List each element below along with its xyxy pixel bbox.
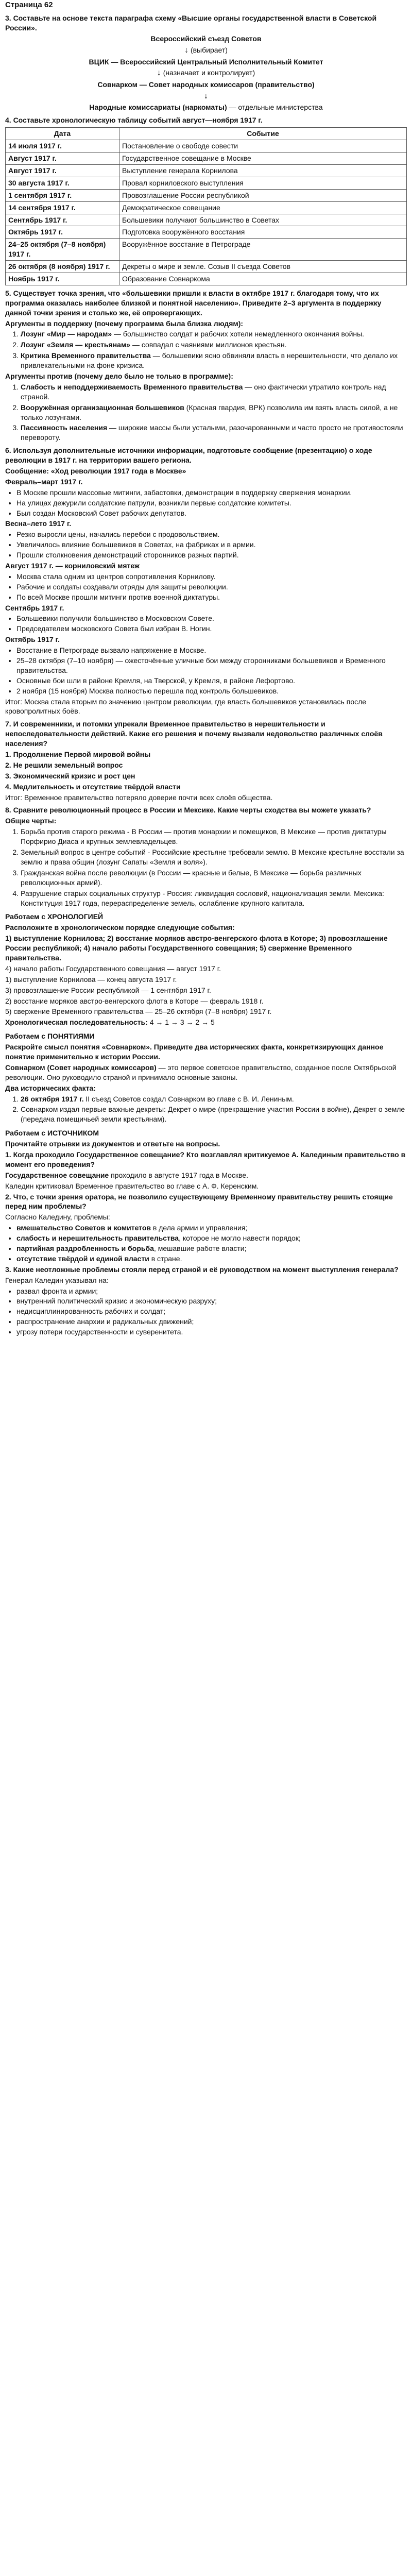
table-row [6, 140, 407, 152]
timeline-event: Государственное совещание в Москве [119, 152, 407, 165]
scheme-vcik: ВЦИК — Всероссийский Центральный Исполнительный Комитет [89, 57, 323, 66]
concepts-title: Работаем с ПОНЯТИЯМИ [5, 1032, 95, 1041]
list-item [21, 1094, 407, 1104]
list-item [21, 1105, 407, 1124]
list-item: • Восстание в Петрограде вызвало напряжение в Москве. [16, 646, 407, 655]
source-a1b: Каледин критиковал Временное правительство во главе с А. Ф. Керенским. [5, 1181, 259, 1190]
table-row [6, 261, 407, 273]
concepts-definition-lead: Совнарком (Совет народных комиссаров) [5, 1063, 157, 1072]
arrow-down-icon: ↓ [204, 91, 208, 100]
timeline-date: Август 1917 г. [6, 152, 119, 165]
table-row [6, 214, 407, 226]
concepts-facts-list [5, 1094, 407, 1125]
problem-lead: слабость и нерешительность правительства [16, 1234, 179, 1243]
argument-text: — совпадал с чаяниями миллионов крестьян. [130, 341, 287, 349]
source-a3-list [5, 1286, 407, 1337]
scheme-narkomats [5, 103, 407, 112]
list-item: • угрозу потери государственности и суверенитета. [16, 1327, 407, 1337]
argument-text: — большевики ясно обвиняли власть в нерешительности, что делало их привлекательными на фоне кризиса. [21, 351, 398, 370]
chronology-title: Работаем с ХРОНОЛОГИЕЙ [5, 912, 104, 921]
argument-text: — оно фактически утратило контроль над страной. [21, 382, 386, 401]
argument-lead: Лозунг «Земля — крестьянам» [21, 341, 131, 349]
timeline-date: 1 сентября 1917 г. [6, 189, 119, 201]
list-item: • развал фронта и армии; [16, 1286, 407, 1296]
task5-question: 5. Существует точка зрения, что «большевики пришли к власти в октябре 1917 г. благодаря тому, что их программа оказалась наиболее близкой и понятной населению». Приведите 2–3 аргумента в поддержку данной точки зрения и столько же, её опровергающих. [5, 289, 382, 317]
task6-message-label: Сообщение: «Ход революции 1917 года в Москве» [5, 466, 186, 475]
list-item: • Основные бои шли в районе Кремля, на Тверской, у Кремля, в районе Лефортово. [16, 676, 407, 686]
timeline-date: Сентябрь 1917 г. [6, 214, 119, 226]
task6-section-title: Весна–лето 1917 г. [5, 519, 72, 528]
list-item: • Прошли столкновения демонстраций сторонников разных партий. [16, 550, 407, 560]
argument-lead: Пассивность населения [21, 423, 108, 432]
problem-text: , мешавшие работе власти; [153, 1244, 247, 1252]
timeline-event: Выступление генерала Корнилова [119, 164, 407, 177]
task5-contra-list [5, 382, 407, 443]
task6-section-list [5, 530, 407, 560]
timeline-event: Провозглашение России республикой [119, 189, 407, 201]
table-row [6, 201, 407, 214]
problem-lead: партийная раздробленность и борьба [16, 1244, 154, 1252]
chronology-ordered-item: 5) свержение Временного правительства — 25–26 октября (7–8 ноября) 1917 г. [5, 1007, 272, 1016]
fact-text: Декрет о мире (прекращение участия России в войне), Декрет о земле (передача помещичьей земли крестьянам). [21, 1105, 405, 1124]
problem-text: в стране. [149, 1254, 182, 1263]
task8-common-heading: Общие черты: [5, 817, 57, 825]
argument-text: (Красная гвардия, ВРК) позволила им взять власть силой, а не только лозунгами. [21, 403, 398, 421]
list-item [21, 382, 407, 402]
timeline-event: Провал корниловского выступления [119, 177, 407, 189]
chronology-ordered-item: 4) начало работы Государственного совещания — август 1917 г. [5, 964, 221, 973]
list-item: 3. Гражданская война после революции (в России — красные и белые, В Мексике — борьба различных революционных армий). [21, 868, 407, 888]
task6-result: Итог: Москва стала вторым по значению центром революции, где власть большевиков установилась после кровопролитных боёв. [5, 697, 367, 716]
source-a2-list [5, 1223, 407, 1264]
scheme-narkomats-note: — отдельные министерства [227, 103, 323, 112]
table-row [6, 164, 407, 177]
timeline-header-event: Событие [119, 128, 407, 140]
list-item: • Москва стала одним из центров сопротивления Корнилову. [16, 572, 407, 582]
task6-section-title: Сентябрь 1917 г. [5, 603, 64, 612]
table-row [6, 273, 407, 285]
task5-contra-heading: Аргументы против (почему дело было не только в программе): [5, 371, 233, 380]
power-scheme [5, 34, 407, 112]
problem-lead: вмешательство Советов и комитетов [16, 1224, 151, 1232]
list-item: 1. Борьба против старого режима - В России — против монархии и помещиков, В Мексике — против диктатуры Порфирио Диаса и крупных землевладельцев. [21, 827, 407, 846]
scheme-arrow-1 [5, 45, 407, 56]
scheme-narkomats-label: Народные комиссариаты (наркоматы) [89, 103, 227, 112]
timeline-date: 14 июля 1917 г. [6, 140, 119, 152]
concepts-task: Раскройте смысл понятия «Совнарком». Приведите два исторических факта, конкретизирующих данное понятие применительно к истории России. [5, 1043, 384, 1061]
task3-question: 3. Составьте на основе текста параграфа схему «Высшие органы государственной власти в Советской России». [5, 14, 377, 32]
concepts-definition-text: — это первое советское правительство, созданное после Октябрьской революции. Оно руководило страной и принимало основные законы. [5, 1063, 397, 1081]
fact-lead: 26 октября 1917 г. [21, 1094, 84, 1103]
concepts-facts-heading: Два исторических факта: [5, 1083, 96, 1092]
task6-section-title: Февраль–март 1917 г. [5, 477, 83, 486]
scheme-arrow-2 [5, 67, 407, 79]
arrow-down-icon: ↓ [184, 45, 189, 55]
timeline-date: 24–25 октября (7–8 ноября) 1917 г. [6, 239, 119, 261]
problem-lead: отсутствие твёрдой и единой власти [16, 1254, 149, 1263]
list-item: • Рабочие и солдаты создавали отряды для защиты революции. [16, 582, 407, 592]
list-item [16, 1254, 407, 1264]
list-item: • 2 ноября (15 ноября) Москва полностью перешла под контроль большевиков. [16, 686, 407, 696]
source-q1: 1. Когда проходило Государственное совещание? Кто возглавлял критикуемое А. Калединым правительство в момент его проведения? [5, 1150, 406, 1168]
source-a1 [5, 1171, 407, 1180]
list-item: • недисциплинированность рабочих и солдат; [16, 1307, 407, 1316]
timeline-date: 30 августа 1917 г. [6, 177, 119, 189]
chronology-list-text: 1) выступление Корнилова; 2) восстание моряков австро-венгерского флота в Которе; 3) провозглашение России республикой; 4) начало работы Государственного совещания; 5) свержение Временного правительства. [5, 934, 388, 962]
task8-list [5, 827, 407, 908]
list-item: 4. Разрушение старых социальных структур - Россия: ликвидация сословий, национализация земли. Мексика: Конституция 1917 года, перераспределение земель, ослабление крупного капитала. [21, 889, 407, 908]
task7-item: 3. Экономический кризис и рост цен [5, 771, 135, 780]
scheme-sovnarkom: Совнарком — Совет народных комиссаров (правительство) [97, 80, 315, 89]
timeline-event: Демократическое совещание [119, 201, 407, 214]
timeline-event: Вооружённое восстание в Петрограде [119, 239, 407, 261]
table-row [6, 239, 407, 261]
task8-question: 8. Сравните революционный процесс в России и Мексике. Какие черты сходства вы можете указать? [5, 806, 371, 815]
task6-section-title: Октябрь 1917 г. [5, 635, 60, 644]
list-item [21, 340, 407, 350]
task6-section-title: Август 1917 г. — корниловский мятеж [5, 562, 140, 570]
task7-item: 2. Не решили земельный вопрос [5, 760, 123, 769]
timeline-event: Большевики получают большинство в Советах [119, 214, 407, 226]
task7-question: 7. И современники, и потомки упрекали Временное правительство в нерешительности и непоследовательности действий. Какие его решения и почему вызвали недовольство различных слоёв населения? [5, 720, 383, 748]
list-item: • На улицах дежурили солдатские патрули, возникли первые солдатские комитеты. [16, 498, 407, 508]
task6-section-list [5, 572, 407, 602]
timeline-event: Постановление о свободе совести [119, 140, 407, 152]
list-item: • По всей Москве прошли митинги против военной диктатуры. [16, 592, 407, 602]
task6-section-list [5, 488, 407, 518]
source-q2: 2. Что, с точки зрения оратора, не позволило существующему Временному правительству решить стоящие перед ним проблемы? [5, 1192, 393, 1211]
timeline-header-row [6, 128, 407, 140]
chronology-task: Расположите в хронологическом порядке следующие события: [5, 923, 235, 932]
chronology-ordered-item: 1) выступление Корнилова — конец августа 1917 г. [5, 975, 177, 984]
argument-lead: Вооружённая организационная большевиков [21, 403, 184, 412]
list-item [21, 423, 407, 443]
task6-question: 6. Используя дополнительные источники информации, подготовьте сообщение (презентацию) о ходе революции в 1917 г. на территории вашего региона. [5, 446, 372, 465]
list-item [16, 1223, 407, 1233]
task7-item: 1. Продолжение Первой мировой войны [5, 750, 151, 759]
timeline-event: Образование Совнаркома [119, 273, 407, 285]
list-item: • Увеличилось влияние большевиков в Советах, на фабриках и в армии. [16, 540, 407, 550]
table-row [6, 152, 407, 165]
argument-lead: Лозунг «Мир — народам» [21, 330, 112, 338]
table-row [6, 226, 407, 239]
list-item: • В Москве прошли массовые митинги, забастовки, демонстрации в поддержку свержения монархии. [16, 488, 407, 498]
argument-lead: Слабость и неподдерживаемость Временного правительства [21, 382, 243, 391]
list-item: • Председателем московского Совета был избран В. Ногин. [16, 624, 407, 634]
chronology-sequence-label: Хронологическая последовательность: [5, 1018, 148, 1027]
chronology-sequence [5, 1018, 407, 1027]
timeline-event: Подготовка вооружённого восстания [119, 226, 407, 239]
task5-pro-heading: Аргументы в поддержку (почему программа была близка людям): [5, 319, 244, 328]
argument-text: — широкие массы были усталыми, разочарованными и часто просто не противостояли перевороту. [21, 423, 403, 442]
timeline-date: 14 сентября 1917 г. [6, 201, 119, 214]
timeline-date: Ноябрь 1917 г. [6, 273, 119, 285]
concepts-definition [5, 1063, 407, 1082]
list-item [16, 1233, 407, 1243]
list-item: • 25–28 октября (7–10 ноября) — ожесточённые уличные бои между сторонниками большевиков и Временного правительства. [16, 656, 407, 675]
task6-section-list [5, 614, 407, 634]
problem-text: в дела армии и управления; [151, 1224, 248, 1232]
argument-text: — большинство солдат и рабочих хотели немедленного окончания войны. [112, 330, 365, 338]
timeline-event: Декреты о мире и земле. Созыв II съезда Советов [119, 261, 407, 273]
task7-item: 4. Медлительность и отсутствие твёрдой власти [5, 782, 181, 791]
task5-pro-list [5, 329, 407, 370]
list-item: • Большевики получили большинство в Московском Совете. [16, 614, 407, 623]
list-item: • распространение анархии и радикальных движений; [16, 1317, 407, 1327]
page-label: Страница 62 [5, 1, 53, 9]
task7-result: Итог: Временное правительство потеряло доверие почти всех слоёв общества. [5, 793, 273, 802]
timeline-date: 26 октября (8 ноября) 1917 г. [6, 261, 119, 273]
list-item [16, 1244, 407, 1253]
scheme-arrow-1-note: (выбирает) [190, 45, 228, 54]
chronology-ordered-item: 3) провозглашение России республикой — 1 сентября 1917 г. [5, 986, 211, 994]
task6-section-list [5, 646, 407, 696]
timeline-date: Октябрь 1917 г. [6, 226, 119, 239]
scheme-arrow-3 [5, 91, 407, 102]
list-item: • Был создан Московский Совет рабочих депутатов. [16, 509, 407, 518]
fact-lead: Совнарком издал первые важные декреты: [21, 1105, 166, 1114]
source-q3: 3. Какие неотложные проблемы стояли перед страной и её руководством на момент выступления генерала? [5, 1265, 399, 1274]
arrow-down-icon: ↓ [157, 69, 161, 78]
table-row [6, 189, 407, 201]
scheme-arrow-2-note: (назначает и контролирует) [163, 69, 255, 77]
list-item: • Резко выросли цены, начались перебои с продовольствием. [16, 530, 407, 539]
chronology-ordered-item: 2) восстание моряков австро-венгерского флота в Которе — февраль 1918 г. [5, 996, 264, 1005]
scheme-congress: Всероссийский съезд Советов [150, 35, 262, 43]
list-item: • внутренний политический кризис и экономическую разруху; [16, 1296, 407, 1306]
argument-lead: Критика Временного правительства [21, 351, 151, 360]
fact-text: II съезд Советов создал Совнарком во главе с В. И. Лениным. [83, 1094, 294, 1103]
timeline-date: Август 1917 г. [6, 164, 119, 177]
source-task: Прочитайте отрывки из документов и ответьте на вопросы. [5, 1140, 220, 1148]
timeline-table [5, 127, 407, 285]
list-item: 2. Земельный вопрос в центре событий - Российские крестьяне требовали землю. В Мексике крестьяне восстали за землю и права общин (лозунг Сапаты «Земля и воля»). [21, 848, 407, 867]
source-a2-intro: Согласно Каледину, проблемы: [5, 1213, 110, 1222]
problem-text: , которое не могло навести порядок; [179, 1234, 301, 1243]
chronology-sequence-value: 4 → 1 → 3 → 2 → 5 [149, 1018, 215, 1027]
list-item [21, 403, 407, 422]
table-row [6, 177, 407, 189]
list-item [21, 351, 407, 370]
source-title: Работаем с ИСТОЧНИКОМ [5, 1129, 99, 1138]
source-a1-text: проходило в августе 1917 года в Москве. [109, 1171, 249, 1179]
source-a1-lead: Государственное совещание [5, 1171, 109, 1179]
source-a3-intro: Генерал Каледин указывал на: [5, 1276, 109, 1284]
list-item [21, 329, 407, 339]
task4-question: 4. Составьте хронологическую таблицу событий август—ноября 1917 г. [5, 116, 263, 125]
timeline-header-date: Дата [6, 128, 119, 140]
